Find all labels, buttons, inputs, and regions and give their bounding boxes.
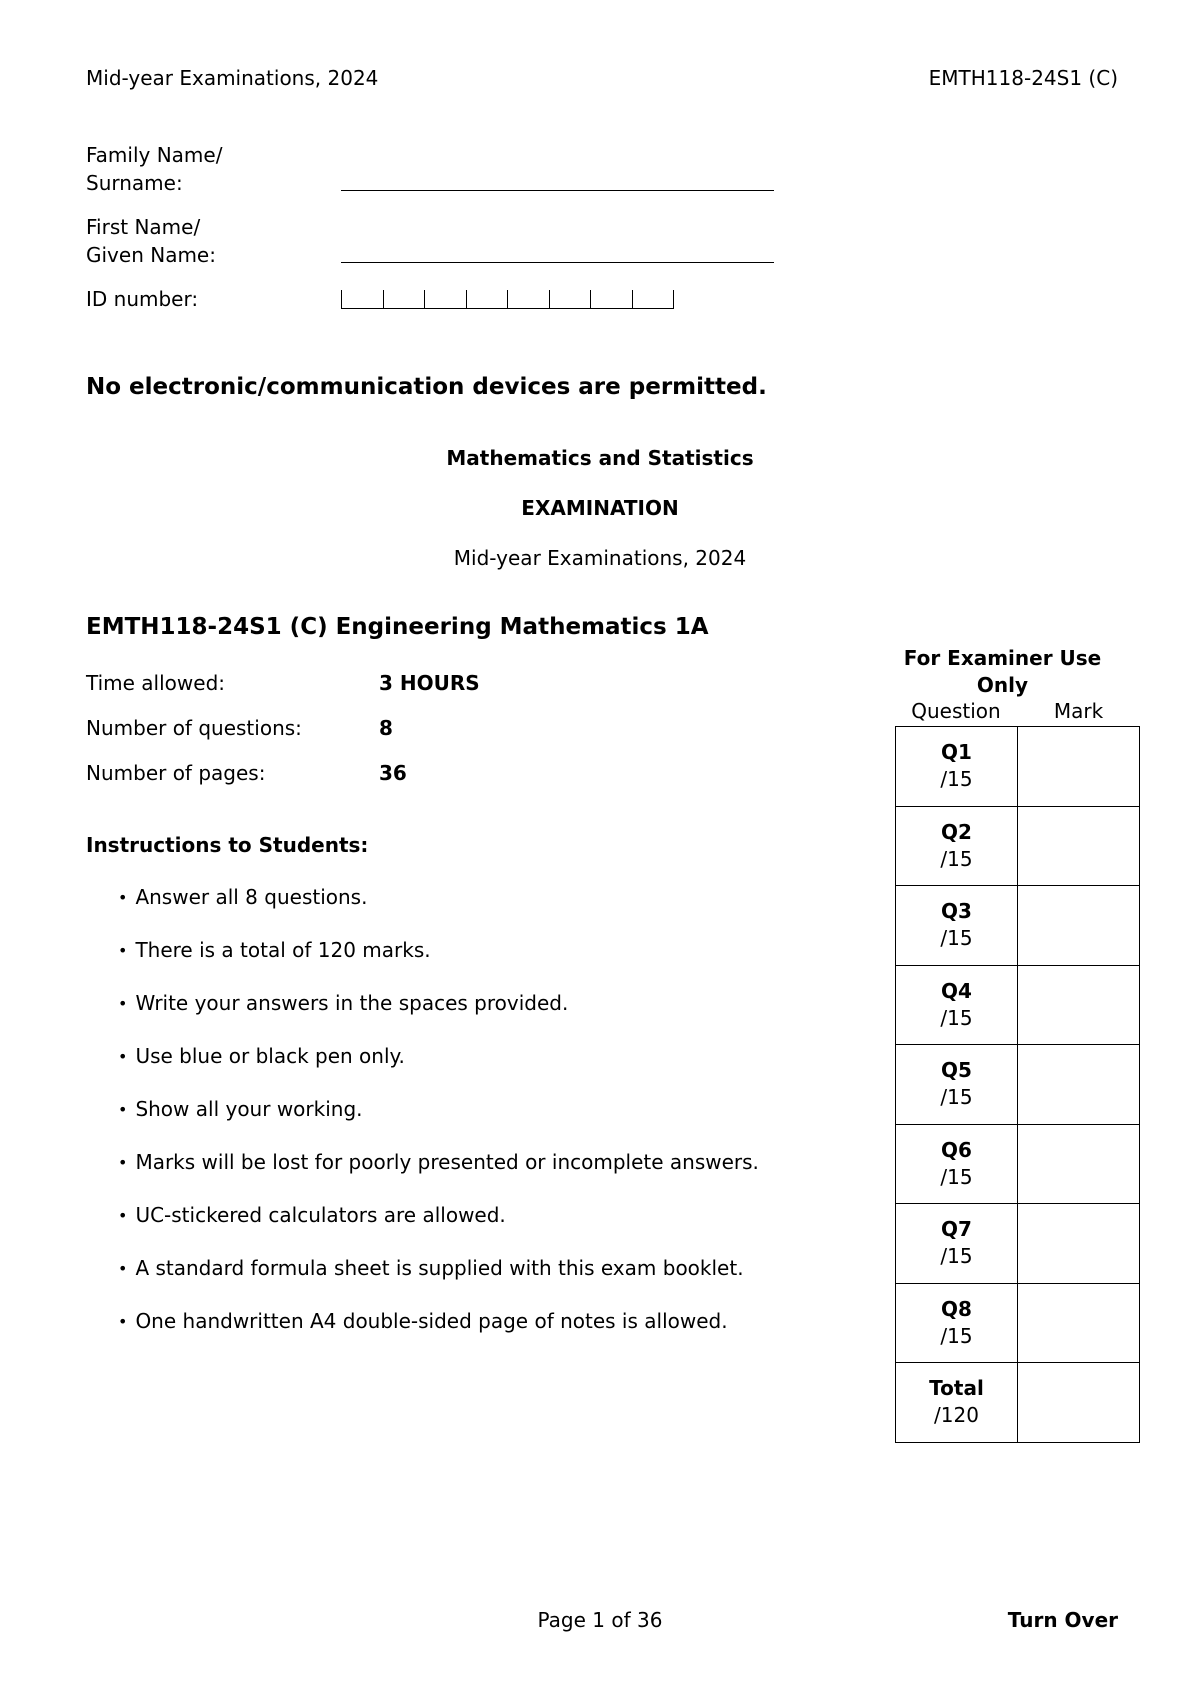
family-name-label xyxy=(86,141,222,197)
id-number-label: ID number: xyxy=(86,287,199,311)
instruction-item: • Write your answers in the spaces provided. xyxy=(118,992,878,1016)
id-digit-box[interactable] xyxy=(383,290,425,309)
id-digit-box[interactable] xyxy=(341,290,383,309)
first-name-field[interactable] xyxy=(341,262,774,263)
id-digit-box[interactable] xyxy=(424,290,466,309)
question-label: Q2 xyxy=(941,819,972,844)
id-digit-box[interactable] xyxy=(590,290,632,309)
turn-over: Turn Over xyxy=(1007,1608,1118,1632)
family-name-label-line1: Family Name/ xyxy=(86,143,223,167)
page-number: Page 1 of 36 xyxy=(537,1608,663,1632)
first-name-label xyxy=(86,213,216,269)
id-digit-box[interactable] xyxy=(507,290,549,309)
mark-cell[interactable] xyxy=(1018,1045,1140,1125)
table-row xyxy=(896,1045,1140,1125)
table-row xyxy=(896,1283,1140,1363)
col-mark-header: Mark xyxy=(1053,699,1104,723)
instruction-item: • Show all your working. xyxy=(118,1098,878,1122)
mark-cell[interactable] xyxy=(1018,727,1140,807)
examiner-table xyxy=(895,726,1140,1443)
examiner-title-line2: Only xyxy=(976,673,1029,697)
first-name-label-line2: Given Name: xyxy=(86,243,216,267)
total-cell xyxy=(896,1363,1018,1443)
mark-cell[interactable] xyxy=(1018,1124,1140,1204)
instruction-item: • One handwritten A4 double-sided page of notes is allowed. xyxy=(118,1310,878,1334)
table-row-total xyxy=(896,1363,1140,1443)
header-right: EMTH118-24S1 (C) xyxy=(928,66,1118,90)
instructions-heading: Instructions to Students: xyxy=(86,833,369,857)
mark-cell[interactable] xyxy=(1018,1204,1140,1284)
question-max: /15 xyxy=(940,767,973,792)
time-allowed-label: Time allowed: xyxy=(86,671,226,695)
total-label: Total xyxy=(929,1376,984,1401)
session-title: Mid-year Examinations, 2024 xyxy=(453,546,747,570)
family-name-field[interactable] xyxy=(341,190,774,191)
question-cell xyxy=(896,1283,1018,1363)
exam-title: EXAMINATION xyxy=(521,496,679,520)
total-mark-cell[interactable] xyxy=(1018,1363,1140,1443)
question-max: /15 xyxy=(940,1005,973,1030)
table-row xyxy=(896,886,1140,966)
question-cell xyxy=(896,1204,1018,1284)
question-max: /15 xyxy=(940,926,973,951)
instruction-item: • There is a total of 120 marks. xyxy=(118,939,878,963)
question-cell xyxy=(896,727,1018,807)
question-max: /15 xyxy=(940,1323,973,1348)
course-title: EMTH118-24S1 (C) Engineering Mathematics 1A xyxy=(86,614,709,640)
department-title: Mathematics and Statistics xyxy=(446,446,754,470)
examiner-title-line1: For Examiner Use xyxy=(903,646,1102,670)
question-label: Q1 xyxy=(941,740,972,765)
instruction-item: • Use blue or black pen only. xyxy=(118,1045,878,1069)
id-digit-box[interactable] xyxy=(466,290,508,309)
question-label: Q3 xyxy=(941,899,972,924)
table-row xyxy=(896,727,1140,807)
num-questions-label: Number of questions: xyxy=(86,716,302,740)
num-questions-value: 8 xyxy=(379,716,393,740)
question-label: Q7 xyxy=(941,1217,972,1242)
mark-cell[interactable] xyxy=(1018,1283,1140,1363)
num-pages-value: 36 xyxy=(379,761,407,785)
question-max: /15 xyxy=(940,1244,973,1269)
instructions-list xyxy=(118,886,878,1363)
question-label: Q4 xyxy=(941,978,972,1003)
question-label: Q6 xyxy=(941,1137,972,1162)
question-label: Q8 xyxy=(941,1296,972,1321)
id-number-field[interactable] xyxy=(341,288,674,308)
first-name-label-line1: First Name/ xyxy=(86,215,201,239)
question-cell xyxy=(896,1124,1018,1204)
question-max: /15 xyxy=(940,1164,973,1189)
instruction-item: • A standard formula sheet is supplied with this exam booklet. xyxy=(118,1257,878,1281)
question-max: /15 xyxy=(940,1085,973,1110)
mark-cell[interactable] xyxy=(1018,886,1140,966)
instruction-item: • UC-stickered calculators are allowed. xyxy=(118,1204,878,1228)
table-row xyxy=(896,806,1140,886)
id-digit-box[interactable] xyxy=(549,290,591,309)
examiner-title xyxy=(880,645,1125,699)
family-name-label-line2: Surname: xyxy=(86,171,183,195)
question-max: /15 xyxy=(940,846,973,871)
question-cell xyxy=(896,886,1018,966)
mark-cell[interactable] xyxy=(1018,965,1140,1045)
header-left: Mid-year Examinations, 2024 xyxy=(86,66,379,90)
device-notice: No electronic/communication devices are permitted. xyxy=(86,374,767,400)
question-cell xyxy=(896,965,1018,1045)
instruction-item: • Marks will be lost for poorly presented or incomplete answers. xyxy=(118,1151,878,1175)
num-pages-label: Number of pages: xyxy=(86,761,266,785)
time-allowed-value: 3 HOURS xyxy=(379,671,480,695)
question-label: Q5 xyxy=(941,1058,972,1083)
mark-cell[interactable] xyxy=(1018,806,1140,886)
id-digit-box[interactable] xyxy=(632,290,675,309)
instruction-item: • Answer all 8 questions. xyxy=(118,886,878,910)
question-cell xyxy=(896,806,1018,886)
question-cell xyxy=(896,1045,1018,1125)
table-row xyxy=(896,1204,1140,1284)
table-row xyxy=(896,965,1140,1045)
total-max: /120 xyxy=(934,1403,979,1428)
col-question-header: Question xyxy=(911,699,1001,723)
table-row xyxy=(896,1124,1140,1204)
